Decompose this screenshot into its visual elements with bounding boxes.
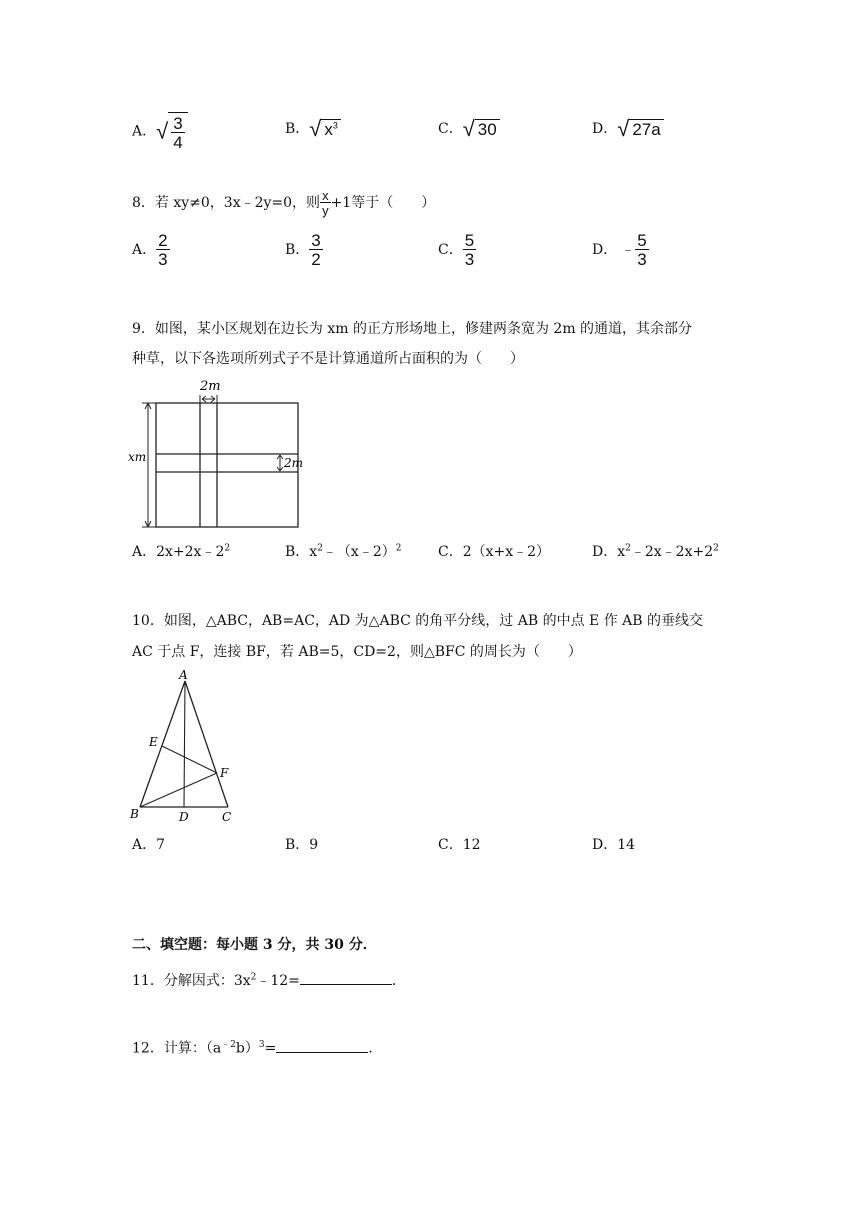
answer-blank[interactable] [300, 970, 392, 985]
sqrt-27a: √ 27a [617, 116, 663, 142]
fraction [156, 232, 169, 268]
q8-stem [132, 189, 435, 217]
q8-option-b [285, 232, 323, 268]
q8-x-over-y [320, 189, 331, 217]
exponent: 2 [317, 543, 323, 554]
numerator: 3 [173, 114, 183, 133]
q7-option-b [285, 116, 341, 142]
option-text: B．x [285, 544, 318, 560]
sqrt-x-cubed: √ $x^3$ [309, 116, 341, 142]
q8-option-d [592, 232, 649, 268]
option-text: ﹣（x﹣2） [322, 544, 396, 560]
q11 [132, 970, 406, 990]
exponent: ﹣2 [221, 1040, 236, 1050]
q9-option-c: C．2（x+x﹣2） [438, 544, 551, 560]
q10-figure-triangle [128, 666, 238, 826]
q10-label-d: D [179, 810, 189, 824]
option-text: ﹣2x﹣2x+2 [630, 544, 714, 560]
q10-option-d: D．14 [592, 837, 636, 853]
option-letter: A． [132, 242, 157, 258]
q10-label-b: B [130, 807, 139, 821]
sqrt-30: √ 30 [463, 116, 500, 142]
denominator: 2 [311, 250, 321, 269]
exponent: 2 [395, 543, 402, 554]
q9-option-d [592, 541, 719, 561]
q8-stem-text-end: +1等于（ ） [330, 195, 436, 211]
period: ． [391, 973, 406, 989]
exponent: 2 [713, 543, 719, 554]
q7-option-d [592, 116, 664, 142]
q10-stem-line2: AC 于点 F，连接 BF，若 AB=5，CD=2，则△BFC 的周长为（ ） [132, 644, 582, 660]
q10-option-a: A．7 [132, 837, 166, 853]
q10-label-a: A [179, 668, 188, 682]
numerator: 5 [637, 231, 647, 250]
exponent: 3 [258, 1040, 265, 1050]
q11-text: 11．分解因式：3x [132, 973, 251, 989]
numerator: 2 [158, 231, 168, 250]
option-text: A．2x+2x﹣2 [132, 544, 225, 560]
section-heading: 二、填空题：每小题 3 分，共 30 分． [132, 937, 377, 953]
denominator: 4 [173, 133, 183, 152]
sqrt-3-over-4: √ $\frac{3}{4}$ [156, 112, 188, 151]
q7-option-c [438, 116, 500, 142]
q10-stem-line1: 10．如图，△ABC，AB=AC，AD 为△ABC 的角平分线，过 AB 的中点 E 作 AB 的垂线交 [132, 613, 703, 629]
denominator: 3 [637, 250, 647, 269]
numerator: x [322, 188, 329, 203]
q8-stem-text: 8．若 xy≠0，3x﹣2y=0，则 [132, 195, 321, 211]
q9-option-b [285, 541, 401, 561]
q7-option-a [132, 112, 188, 151]
exponent: 2 [250, 972, 257, 983]
q9-top-label: 2m [200, 379, 221, 394]
option-letter: C． [438, 242, 463, 258]
q10-label-e: E [149, 735, 158, 749]
period: ． [368, 1040, 383, 1057]
option-letter: B． [285, 242, 310, 258]
exponent: 2 [625, 543, 631, 554]
q9-figure-square-paths [128, 375, 308, 530]
denominator: 3 [464, 250, 475, 269]
option-letter: B． [285, 121, 310, 137]
denominator: y [322, 203, 329, 218]
exponent: 2 [224, 543, 231, 554]
q11-text: ﹣12= [256, 973, 300, 989]
option-letter: C． [438, 121, 463, 137]
q12-text: 12．计算：（a [132, 1040, 222, 1057]
q10-option-b: B．9 [285, 837, 319, 853]
option-letter: A． [132, 123, 157, 140]
fraction [309, 232, 322, 268]
q9-option-a [132, 541, 230, 561]
q12 [132, 1037, 382, 1058]
q12-text: = [264, 1040, 277, 1057]
q12-text: b） [235, 1040, 259, 1057]
base: x [324, 119, 333, 139]
exponent: 3 [332, 119, 338, 130]
q8-option-c [438, 232, 476, 268]
option-letter: D． [592, 121, 618, 137]
q10-label-c: C [222, 810, 232, 824]
q9-right-label: 2m [284, 456, 304, 470]
q8-option-a [132, 232, 170, 268]
q9-stem-line2: 种草，以下各选项所列式子不是计算通道所占面积的为（ ） [132, 351, 524, 367]
minus-sign: ﹣ [621, 242, 636, 258]
q10-label-f: F [220, 766, 229, 780]
numerator: 3 [311, 231, 321, 250]
denominator: 3 [158, 250, 168, 269]
q10-option-c: C．12 [438, 837, 481, 853]
answer-blank[interactable] [276, 1038, 368, 1053]
option-text: D．x [592, 544, 626, 560]
fraction [463, 232, 476, 268]
fraction [635, 232, 648, 268]
numerator: 5 [464, 231, 475, 250]
option-letter: D． [592, 242, 618, 258]
q9-stem-line1: 9．如图，某小区规划在边长为 xm 的正方形场地上，修建两条宽为 2m 的通道，其余部分 [132, 321, 693, 337]
q9-left-label: xm [128, 450, 147, 464]
